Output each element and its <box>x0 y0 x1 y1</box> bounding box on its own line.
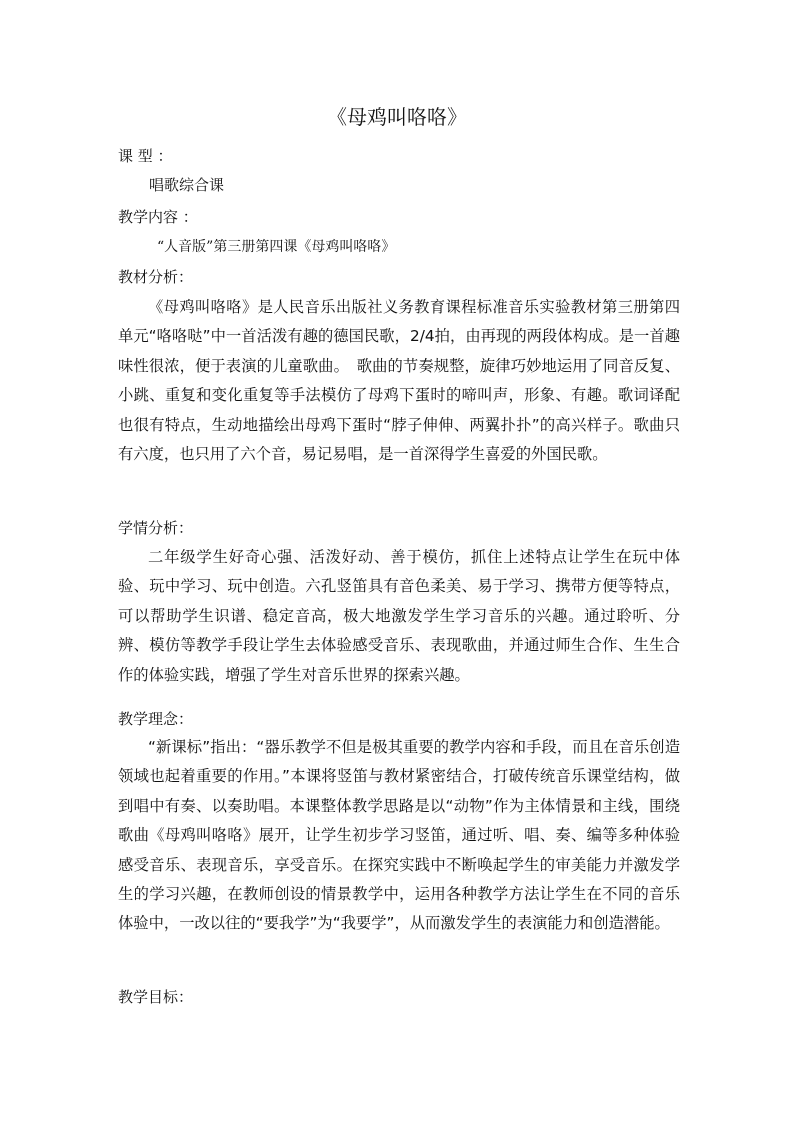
content-value: “人音版”第三册第四课《母鸡叫咯咯》 <box>157 239 396 255</box>
lesson-type-heading: 课 型 ： <box>118 147 173 165</box>
content-heading: 教学内容 ： <box>118 208 198 226</box>
document-title: 《母鸡叫咯咯》 <box>327 105 467 129</box>
student-paragraph: 二年级学生好奇心强、活泼好动、善于模仿，抓住上述特点让学生在玩中体验、玩中学习、玩中创造。六孔竖笛具有音色柔美、易于学习、携带方便等特点，可以帮助学生识谱、稳定音高，极大地激发学生学习音乐的兴趣。通过聆听、分辨、模仿等教学手段让学生去体验感受音乐、表现歌曲，并通过师生合作、生生合作的体验实践，增强了学生对音乐世界的探索兴趣。 <box>118 548 680 684</box>
concept-paragraph: “新课标”指出：“器乐教学不但是极其重要的教学内容和手段，而且在音乐创造领域也起着重要的作用。”本课将竖笛与教材紧密结合，打破传统音乐课堂结构，做到唱中有奏、以奏助唱。本课整体教学思路是以“动物”作为主体情景和主线，围绕歌曲《母鸡叫咯咯》展开，让学生初步学习竖笛，通过听、唱、奏、编等多种体验感受音乐、表现音乐，享受音乐。在探究实践中不断唤起学生的审美能力并激发学生的学习兴趣，在教师创设的情景教学中，运用各种教学方法让学生在不同的音乐体验中，一改以往的“要我学”为“我要学”，从而激发学生的表演能力和创造潜能。 <box>118 738 680 933</box>
concept-heading: 教学理念： <box>118 710 194 728</box>
student-heading: 学情分析： <box>118 519 194 537</box>
lesson-type-value: 唱歌综合课 <box>149 176 225 194</box>
material-heading: 教材分析： <box>118 268 194 286</box>
objectives-heading: 教学目标： <box>118 988 194 1006</box>
material-paragraph: 《母鸡叫咯咯》是人民音乐出版社义务教育课程标准音乐实验教材第三册第四单元“咯咯哒”中一首活泼有趣的德国民歌，2/4拍，由再现的两段体构成。是一首趣味性很浓，便于表演的儿童歌曲。 歌曲的节奏规整，旋律巧妙地运用了同音反复、小跳、重复和变化重复等手法模仿了母鸡下蛋时的啼叫声，形象、有趣。歌词译配也很有特点，生动地描绘出母鸡下蛋时“脖子伸伸、两翼扑扑”的高兴样子。歌曲只有六度，也只用了六个音，易记易唱，是一首深得学生喜爱的外国民歌。 <box>118 298 680 464</box>
